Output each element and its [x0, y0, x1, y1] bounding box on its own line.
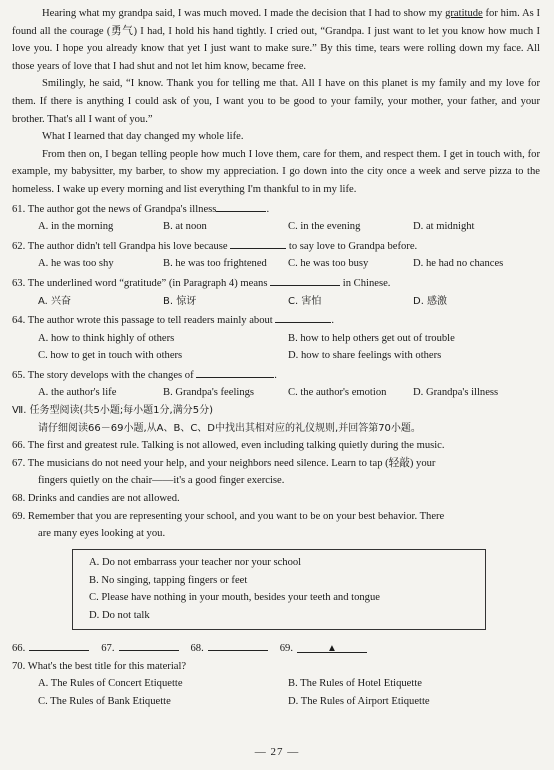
option-a[interactable]: A. how to think highly of others	[38, 332, 175, 344]
option-b[interactable]: B. 惊讶	[163, 295, 197, 307]
question-tail: .	[274, 369, 277, 381]
underlined-word: gratitude	[445, 8, 483, 19]
question-tail: .	[266, 203, 270, 215]
option-b[interactable]: B. Grandpa's feelings	[163, 387, 255, 399]
option-c[interactable]: C. he was too busy	[288, 258, 369, 270]
rule-69-cont: are many eyes looking at you.	[38, 528, 166, 540]
options-64	[38, 330, 540, 348]
answer-blank[interactable]	[208, 638, 268, 651]
rule-66: 66. The first and greatest rule. Talking is not allowed, even including talking quietly during the music.	[12, 440, 445, 452]
passage-paragraph-3: What I learned that day changed my whole life.	[42, 131, 244, 143]
question-61	[12, 199, 540, 219]
box-option-c: C. Please have nothing in your mouth, besides your teeth and tongue	[89, 592, 380, 604]
answer-68	[191, 638, 268, 658]
option-d[interactable]: D. 感激	[413, 295, 448, 307]
option-a[interactable]: A. in the morning	[38, 221, 114, 233]
answer-blank[interactable]	[275, 310, 331, 323]
answer-blank[interactable]	[270, 273, 340, 286]
question-tail: to say love to Grandpa before.	[288, 240, 418, 252]
answer-number: 67.	[101, 643, 115, 654]
options-61	[38, 218, 540, 236]
rule-69: 69. Remember that you are representing your school, and you want to be on your best behavior. There	[12, 510, 445, 522]
question-text: 61. The author got the news of Grandpa's illness	[12, 203, 217, 215]
passage-paragraph-1	[12, 5, 540, 75]
option-d[interactable]: D. at midnight	[413, 221, 475, 233]
options-70-row2	[38, 693, 540, 711]
option-b[interactable]: B. The Rules of Hotel Etiquette	[288, 678, 422, 690]
option-a[interactable]: A. the author's life	[38, 387, 117, 399]
option-a[interactable]: A. The Rules of Concert Etiquette	[38, 678, 183, 690]
option-b[interactable]: B. at noon	[163, 221, 207, 233]
option-d[interactable]: D. The Rules of Airport Etiquette	[288, 695, 430, 707]
section-instruction: 请仔细阅读66－69小题,从A、B、C、D中找出其相对应的礼仪规则,并回答第70小题。	[38, 422, 421, 434]
option-a[interactable]: A. he was too shy	[38, 258, 114, 270]
question-text: 62. The author didn't tell Grandpa his love because	[12, 240, 228, 252]
option-a[interactable]: A. 兴奋	[38, 295, 72, 307]
question-tail: in Chinese.	[342, 277, 391, 289]
answer-69	[280, 640, 367, 658]
question-63	[12, 273, 540, 293]
option-c[interactable]: C. how to get in touch with others	[38, 350, 183, 362]
exam-page	[12, 5, 540, 710]
options-63	[38, 293, 540, 311]
question-text: 64. The author wrote this passage to tell readers mainly about	[12, 315, 273, 327]
answer-number: 69.	[279, 643, 293, 654]
option-b[interactable]: B. how to help others get out of trouble	[288, 332, 455, 344]
answer-67	[101, 638, 178, 658]
rule-68: 68. Drinks and candies are not allowed.	[12, 493, 180, 505]
answer-number: 66.	[12, 643, 26, 654]
box-option-b: B. No singing, tapping fingers or feet	[89, 574, 248, 586]
question-70: 70. What's the best title for this material?	[12, 660, 187, 672]
question-tail: .	[331, 315, 335, 327]
answer-blank[interactable]	[297, 640, 367, 653]
option-c[interactable]: C. the author's emotion	[288, 387, 387, 399]
page-number: — 27 —	[254, 746, 300, 758]
triangle-icon: ▲	[327, 643, 337, 654]
question-64	[12, 310, 540, 330]
options-65	[38, 384, 540, 402]
option-c[interactable]: C. The Rules of Bank Etiquette	[38, 695, 171, 707]
question-62	[12, 236, 540, 256]
rule-67-cont: fingers quietly on the chair——it's a good finger exercise.	[38, 475, 285, 487]
paragraph-text: for him. As I found all the courage (勇气) I had, I hold his hand tightly. I cried out, “Grandpa. I just want to let you know how much I love you. I hope you already know that yet I just want to make sure.” By this time, tears were rolling down my face. All those years of love that I had shut and not let him know, became free.	[12, 8, 540, 72]
answer-blank[interactable]	[216, 199, 266, 212]
question-65	[12, 365, 540, 385]
section-title: Ⅶ. 任务型阅读(共5小题;每小题1分,满分5分)	[12, 405, 213, 417]
passage-paragraph-4: From then on, I began telling people how much I love them, care for them, and respect them. I get in touch with, for example, my babysitter, my barber, to show my appreciation. I go down into the city once a week and serve pizza to the homeless. I wake up every morning and list everything I'm thankful to in my life.	[12, 148, 540, 195]
paragraph-text: Hearing what my grandpa said, I was much moved. I made the decision that I had to show my	[42, 8, 446, 19]
box-option-a: A. Do not embarrass your teacher nor your school	[89, 556, 302, 568]
box-option-d: D. Do not talk	[89, 610, 150, 622]
answer-66	[12, 638, 89, 658]
answer-row	[12, 638, 540, 658]
options-70	[38, 675, 540, 693]
rule-67: 67. The musicians do not need your help, and your neighbors need silence. Learn to tap (轻敲) your	[12, 457, 436, 469]
option-d[interactable]: D. Grandpa's illness	[413, 387, 499, 399]
options-64-row2	[38, 347, 540, 365]
passage-paragraph-2: Smilingly, he said, “I know. Thank you for telling me that. All I have on this planet is my family and my love for them. If there is anything I could ask of you, I want you to be good to your family, your mother, your father, and your brother. That's all I want of you.”	[12, 78, 540, 125]
option-d[interactable]: D. how to share feelings with others	[288, 350, 442, 362]
answer-blank[interactable]	[196, 365, 274, 378]
options-62	[38, 255, 540, 273]
option-b[interactable]: B. he was too frightened	[163, 258, 267, 270]
question-text: 65. The story develops with the changes of	[12, 369, 194, 381]
option-c[interactable]: C. 害怕	[288, 295, 322, 307]
option-d[interactable]: D. he had no chances	[413, 258, 504, 270]
answer-blank[interactable]	[230, 236, 286, 249]
question-text: 63. The underlined word “gratitude” (in Paragraph 4) means	[12, 277, 268, 289]
answer-blank[interactable]	[119, 638, 179, 651]
options-box	[72, 549, 486, 630]
answer-blank[interactable]	[29, 638, 89, 651]
option-c[interactable]: C. in the evening	[288, 221, 361, 233]
answer-number: 68.	[190, 643, 204, 654]
